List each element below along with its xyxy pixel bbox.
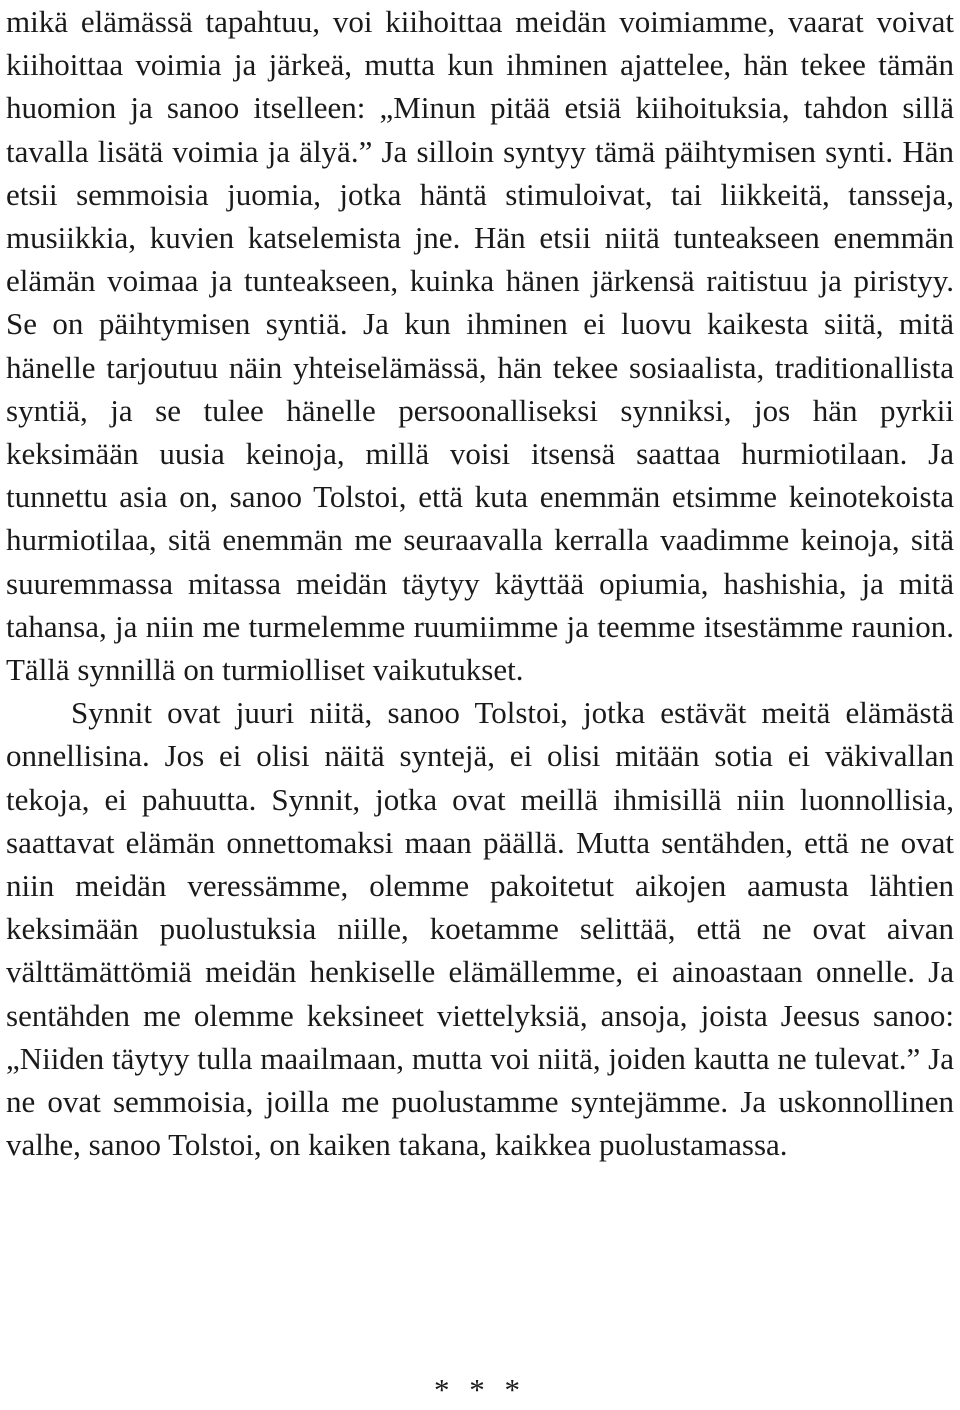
document-page — [6, 0, 954, 1407]
paragraph-2: Synnit ovat juuri niitä, sanoo Tolstoi, jotka estävät meitä elämästä onnellisina. Jos ei olisi näitä syntejä, ei olisi mitään sotia ei väkivallan tekoja, ei pahuutta. Synnit, jotka ovat meillä ihmisillä niin luonnollisia, saattavat elämän onnettomaksi maan päällä. Mutta sentähden, että ne ovat niin meidän veressämme, olemme pakoitetut aikojen aamusta lähtien keksimään puolustuksia niille, koetamme selittää, että ne ovat aivan välttämättömiä meidän henkiselle elämällemme, ei ainoastaan onnelle. Ja sentähden me olemme keksineet viettelyksiä, ansoja, joista Jeesus sanoo: „Niiden täytyy tulla maailmaan, mutta voi niitä, joiden kautta ne tulevat.” Ja ne ovat semmoisia, joilla me puolustamme syntejämme. Ja uskonnollinen valhe, sanoo Tolstoi, on kaiken takana, kaikkea puolustamassa. — [6, 695, 954, 1163]
paragraph-1: mikä elämässä tapahtuu, voi kiihoittaa meidän voimiamme, vaarat voivat kiihoittaa voimia ja järkeä, mutta kun ihminen ajattelee, hän tekee tämän huomion ja sanoo itselleen: „Minun pitää etsiä kiihoituksia, tahdon sillä tavalla lisätä voimia ja älyä.” Ja silloin syntyy tämä päihtymisen synti. Hän etsii semmoisia juomia, jotka häntä stimuloivat, tai liikkeitä, tansseja, musiikkia, kuvien katselemista jne. Hän etsii niitä tunteakseen enemmän elämän voimaa ja tunteakseen, kuinka hänen järkensä raitistuu ja piristyy. Se on päihtymisen syntiä. Ja kun ihminen ei luovu kaikesta siitä, mitä hänelle tarjoutuu näin yhteiselämässä, hän tekee sosiaalista, traditionallista syntiä, ja se tulee hänelle persoonalliseksi synniksi, jos hän pyrkii keksimään uusia keinoja, millä voisi itsensä saattaa hurmiotilaan. Ja tunnettu asia on, sanoo Tolstoi, että kuta enemmän etsimme keinotekoista hurmiotilaa, sitä enemmän me seuraavalla kerralla vaadimme keinoja, sitä suuremmassa mitassa meidän täytyy käyttää opiumia, hashishia, ja mitä tahansa, ja niin me turmelemme ruumiimme ja teemme itsestämme raunion. Tällä synnillä on turmiolliset vaikutukset. — [6, 4, 954, 688]
section-separator: * * * — [434, 1372, 526, 1407]
